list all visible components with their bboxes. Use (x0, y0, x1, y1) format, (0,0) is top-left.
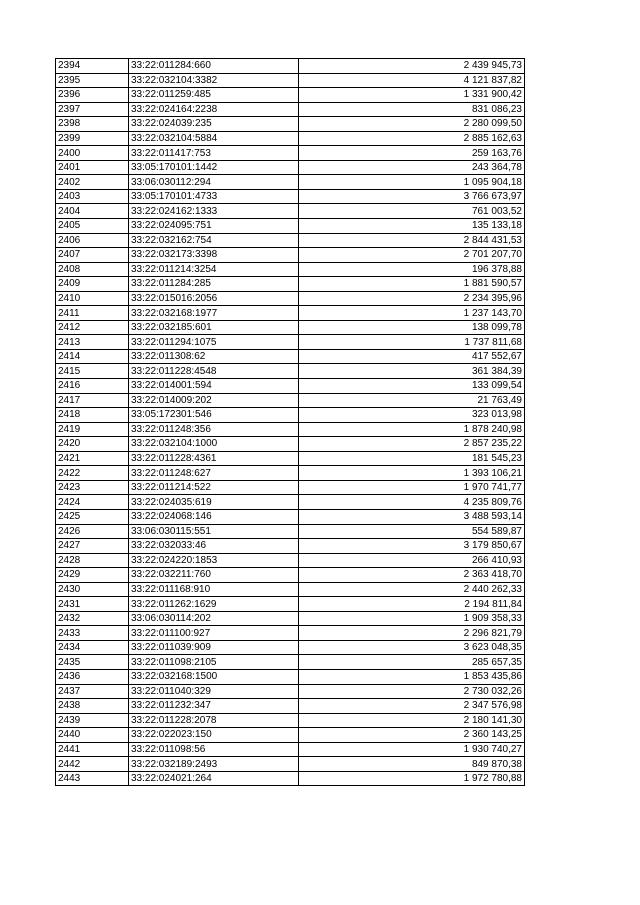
cadastral-number-cell: 33:22:011098:56 (129, 742, 299, 757)
row-number-cell: 2425 (56, 509, 129, 524)
table-row (56, 320, 525, 335)
row-number-cell: 2405 (56, 219, 129, 234)
table-row (56, 291, 525, 306)
cadastral-value-cell: 3 488 593,14 (299, 509, 525, 524)
row-number-cell: 2423 (56, 480, 129, 495)
table-row (56, 349, 525, 364)
cadastral-value-cell: 1 853 435,86 (299, 669, 525, 684)
cadastral-value-cell: 196 378,88 (299, 262, 525, 277)
cadastral-value-cell: 135 133,18 (299, 219, 525, 234)
table-row (56, 102, 525, 117)
cadastral-number-cell: 33:22:015016:2056 (129, 291, 299, 306)
cadastral-value-cell: 2 885 162,63 (299, 131, 525, 146)
row-number-cell: 2442 (56, 757, 129, 772)
cadastral-number-cell: 33:22:014001:594 (129, 379, 299, 394)
cadastral-value-cell: 2 363 418,70 (299, 568, 525, 583)
table-row (56, 189, 525, 204)
cadastral-value-cell: 2 857 235,22 (299, 437, 525, 452)
table-row (56, 582, 525, 597)
row-number-cell: 2440 (56, 728, 129, 743)
cadastral-value-cell: 2 360 143,25 (299, 728, 525, 743)
cadastral-number-cell: 33:22:014009:202 (129, 393, 299, 408)
table-row (56, 626, 525, 641)
row-number-cell: 2420 (56, 437, 129, 452)
row-number-cell: 2430 (56, 582, 129, 597)
row-number-cell: 2441 (56, 742, 129, 757)
row-number-cell: 2427 (56, 539, 129, 554)
cadastral-number-cell: 33:22:011248:356 (129, 422, 299, 437)
cadastral-value-cell: 831 086,23 (299, 102, 525, 117)
cadastral-number-cell: 33:06:030115:551 (129, 524, 299, 539)
cadastral-number-cell: 33:22:011039:909 (129, 640, 299, 655)
row-number-cell: 2411 (56, 306, 129, 321)
table-row (56, 277, 525, 292)
row-number-cell: 2414 (56, 349, 129, 364)
cadastral-value-cell: 3 179 850,67 (299, 539, 525, 554)
cadastral-value-cell: 1 878 240,98 (299, 422, 525, 437)
row-number-cell: 2443 (56, 771, 129, 786)
cadastral-number-cell: 33:22:024220:1853 (129, 553, 299, 568)
row-number-cell: 2429 (56, 568, 129, 583)
cadastral-number-cell: 33:22:011417:753 (129, 146, 299, 161)
table-row (56, 160, 525, 175)
cadastral-number-cell: 33:22:032211:760 (129, 568, 299, 583)
cadastral-value-cell: 2 180 141,30 (299, 713, 525, 728)
cadastral-number-cell: 33:22:011168:910 (129, 582, 299, 597)
table-row (56, 73, 525, 88)
row-number-cell: 2401 (56, 160, 129, 175)
row-number-cell: 2395 (56, 73, 129, 88)
table-row (56, 219, 525, 234)
cadastral-value-cell: 138 099,78 (299, 320, 525, 335)
row-number-cell: 2426 (56, 524, 129, 539)
cadastral-value-cell: 323 013,98 (299, 408, 525, 423)
cadastral-value-cell: 1 970 741,77 (299, 480, 525, 495)
table-row (56, 422, 525, 437)
cadastral-value-cell: 2 234 395,96 (299, 291, 525, 306)
row-number-cell: 2428 (56, 553, 129, 568)
cadastral-number-cell: 33:22:032104:3382 (129, 73, 299, 88)
row-number-cell: 2438 (56, 699, 129, 714)
cadastral-value-cell: 4 121 837,82 (299, 73, 525, 88)
table-row (56, 248, 525, 263)
cadastral-number-cell: 33:22:011232:347 (129, 699, 299, 714)
row-number-cell: 2432 (56, 611, 129, 626)
cadastral-number-cell: 33:22:011040:329 (129, 684, 299, 699)
row-number-cell: 2400 (56, 146, 129, 161)
table-row (56, 742, 525, 757)
cadastral-number-cell: 33:22:011262:1629 (129, 597, 299, 612)
cadastral-number-cell: 33:22:011098:2105 (129, 655, 299, 670)
table-row (56, 59, 525, 74)
table-row (56, 466, 525, 481)
cadastral-value-cell: 266 410,93 (299, 553, 525, 568)
cadastral-value-cell: 3 766 673,97 (299, 189, 525, 204)
cadastral-number-cell: 33:22:032173:3398 (129, 248, 299, 263)
table-row (56, 699, 525, 714)
cadastral-value-cell: 181 545,23 (299, 451, 525, 466)
table-row (56, 728, 525, 743)
table-row (56, 509, 525, 524)
table-row (56, 568, 525, 583)
table-row (56, 364, 525, 379)
row-number-cell: 2408 (56, 262, 129, 277)
cadastral-number-cell: 33:22:011294:1075 (129, 335, 299, 350)
cadastral-value-cell: 1 331 900,42 (299, 88, 525, 103)
cadastral-number-cell: 33:22:011228:4361 (129, 451, 299, 466)
row-number-cell: 2434 (56, 640, 129, 655)
row-number-cell: 2417 (56, 393, 129, 408)
cadastral-number-cell: 33:22:024021:264 (129, 771, 299, 786)
cadastral-value-cell: 259 163,76 (299, 146, 525, 161)
cadastral-number-cell: 33:22:011259:485 (129, 88, 299, 103)
cadastral-value-cell: 1 909 358,33 (299, 611, 525, 626)
table-row (56, 771, 525, 786)
cadastral-number-cell: 33:22:011214:3254 (129, 262, 299, 277)
row-number-cell: 2403 (56, 189, 129, 204)
table-row (56, 669, 525, 684)
cadastral-value-cell: 2 730 032,26 (299, 684, 525, 699)
cadastral-number-cell: 33:22:032104:1000 (129, 437, 299, 452)
row-number-cell: 2398 (56, 117, 129, 132)
cadastral-number-cell: 33:22:024039:235 (129, 117, 299, 132)
cadastral-number-cell: 33:22:024095:751 (129, 219, 299, 234)
cadastral-number-cell: 33:22:011100:927 (129, 626, 299, 641)
table-row (56, 379, 525, 394)
row-number-cell: 2396 (56, 88, 129, 103)
table-row (56, 640, 525, 655)
row-number-cell: 2410 (56, 291, 129, 306)
row-number-cell: 2412 (56, 320, 129, 335)
cadastral-number-cell: 33:22:032189:2493 (129, 757, 299, 772)
cadastral-value-cell: 3 623 048,35 (299, 640, 525, 655)
table-row (56, 233, 525, 248)
cadastral-value-cell: 2 194 811,84 (299, 597, 525, 612)
cadastral-number-cell: 33:22:011284:285 (129, 277, 299, 292)
row-number-cell: 2436 (56, 669, 129, 684)
cadastral-value-cell: 761 003,52 (299, 204, 525, 219)
row-number-cell: 2397 (56, 102, 129, 117)
cadastral-value-cell: 554 589,87 (299, 524, 525, 539)
cadastral-value-cell: 1 237 143,70 (299, 306, 525, 321)
table-row (56, 524, 525, 539)
cadastral-value-cell: 1 737 811,68 (299, 335, 525, 350)
cadastral-value-cell: 2 296 821,79 (299, 626, 525, 641)
cadastral-value-cell: 1 881 590,57 (299, 277, 525, 292)
cadastral-number-cell: 33:22:022023:150 (129, 728, 299, 743)
cadastral-number-cell: 33:05:172301:546 (129, 408, 299, 423)
cadastral-value-cell: 1 095 904,18 (299, 175, 525, 190)
cadastral-value-cell: 1 972 780,88 (299, 771, 525, 786)
cadastral-number-cell: 33:22:011228:4548 (129, 364, 299, 379)
table-row (56, 495, 525, 510)
table-row (56, 146, 525, 161)
table-row (56, 335, 525, 350)
cadastral-value-cell: 361 384,39 (299, 364, 525, 379)
row-number-cell: 2421 (56, 451, 129, 466)
table-row (56, 437, 525, 452)
row-number-cell: 2431 (56, 597, 129, 612)
row-number-cell: 2406 (56, 233, 129, 248)
table-body (56, 59, 525, 786)
row-number-cell: 2409 (56, 277, 129, 292)
cadastral-number-cell: 33:05:170101:1442 (129, 160, 299, 175)
table-row (56, 597, 525, 612)
cadastral-value-cell: 2 844 431,53 (299, 233, 525, 248)
table-row (56, 553, 525, 568)
table-row (56, 204, 525, 219)
cadastral-value-cell: 21 763,49 (299, 393, 525, 408)
cadastral-value-cell: 133 099,54 (299, 379, 525, 394)
table-row (56, 713, 525, 728)
row-number-cell: 2439 (56, 713, 129, 728)
cadastral-number-cell: 33:22:011308:62 (129, 349, 299, 364)
cadastral-value-cell: 417 552,67 (299, 349, 525, 364)
table-row (56, 539, 525, 554)
cadastral-number-cell: 33:22:024068:146 (129, 509, 299, 524)
cadastral-number-cell: 33:22:011284:660 (129, 59, 299, 74)
row-number-cell: 2424 (56, 495, 129, 510)
row-number-cell: 2399 (56, 131, 129, 146)
table-row (56, 175, 525, 190)
row-number-cell: 2433 (56, 626, 129, 641)
cadastral-number-cell: 33:22:011228:2078 (129, 713, 299, 728)
table-row (56, 262, 525, 277)
cadastral-number-cell: 33:22:024164:2238 (129, 102, 299, 117)
cadastral-value-cell: 285 657,35 (299, 655, 525, 670)
cadastral-value-cell: 1 393 106,21 (299, 466, 525, 481)
table-row (56, 655, 525, 670)
row-number-cell: 2394 (56, 59, 129, 74)
table-row (56, 393, 525, 408)
row-number-cell: 2435 (56, 655, 129, 670)
table-row (56, 117, 525, 132)
cadastral-value-cell: 2 280 099,50 (299, 117, 525, 132)
cadastral-value-table (55, 58, 525, 786)
cadastral-number-cell: 33:06:030112:294 (129, 175, 299, 190)
table-row (56, 611, 525, 626)
row-number-cell: 2418 (56, 408, 129, 423)
row-number-cell: 2413 (56, 335, 129, 350)
row-number-cell: 2407 (56, 248, 129, 263)
table-row (56, 88, 525, 103)
table-row (56, 131, 525, 146)
cadastral-number-cell: 33:22:032104:5884 (129, 131, 299, 146)
table-row (56, 684, 525, 699)
cadastral-number-cell: 33:22:032168:1977 (129, 306, 299, 321)
cadastral-number-cell: 33:22:011214:522 (129, 480, 299, 495)
cadastral-value-cell: 243 364,78 (299, 160, 525, 175)
cadastral-value-cell: 2 701 207,70 (299, 248, 525, 263)
table-row (56, 306, 525, 321)
row-number-cell: 2422 (56, 466, 129, 481)
table-row (56, 757, 525, 772)
cadastral-number-cell: 33:22:011248:627 (129, 466, 299, 481)
cadastral-number-cell: 33:22:024162:1333 (129, 204, 299, 219)
cadastral-number-cell: 33:22:024035:619 (129, 495, 299, 510)
cadastral-number-cell: 33:22:032033:46 (129, 539, 299, 554)
row-number-cell: 2402 (56, 175, 129, 190)
row-number-cell: 2416 (56, 379, 129, 394)
cadastral-value-cell: 1 930 740,27 (299, 742, 525, 757)
cadastral-value-cell: 2 347 576,98 (299, 699, 525, 714)
cadastral-number-cell: 33:22:032162:754 (129, 233, 299, 248)
row-number-cell: 2415 (56, 364, 129, 379)
cadastral-number-cell: 33:22:032185:601 (129, 320, 299, 335)
cadastral-number-cell: 33:05:170101:4733 (129, 189, 299, 204)
table-row (56, 408, 525, 423)
cadastral-value-cell: 4 235 809,76 (299, 495, 525, 510)
row-number-cell: 2437 (56, 684, 129, 699)
table-row (56, 480, 525, 495)
row-number-cell: 2419 (56, 422, 129, 437)
cadastral-value-cell: 849 870,38 (299, 757, 525, 772)
cadastral-value-cell: 2 439 945,73 (299, 59, 525, 74)
cadastral-number-cell: 33:22:032168:1500 (129, 669, 299, 684)
row-number-cell: 2404 (56, 204, 129, 219)
cadastral-value-cell: 2 440 262,33 (299, 582, 525, 597)
table-row (56, 451, 525, 466)
cadastral-number-cell: 33:06:030114:202 (129, 611, 299, 626)
